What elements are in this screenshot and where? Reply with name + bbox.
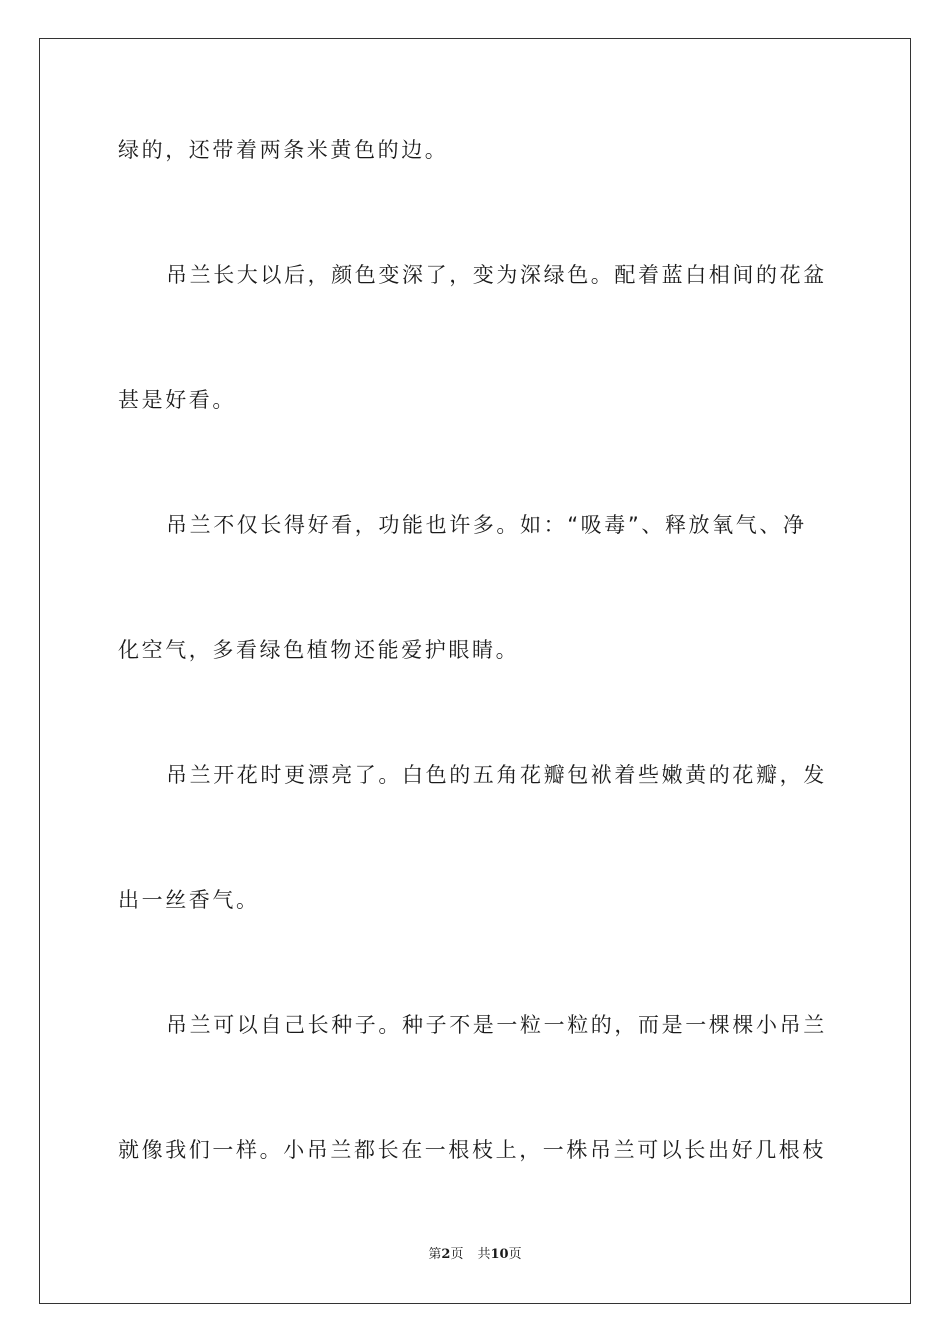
text-line-7: 出一丝香气。: [118, 888, 260, 912]
total-label-prefix: 共: [477, 1247, 491, 1262]
text-line-5: 化空气，多看绿色植物还能爱护眼睛。: [118, 638, 520, 662]
page-footer: [0, 1246, 950, 1264]
page-number: 2: [441, 1247, 451, 1262]
text-line-1: 绿的，还带着两条米黄色的边。: [118, 138, 449, 162]
text-line-2: 吊兰长大以后，颜色变深了，变为深绿色。配着蓝白相间的花盆: [166, 263, 827, 287]
total-pages: 10: [490, 1247, 509, 1262]
text-line-6: 吊兰开花时更漂亮了。白色的五角花瓣包袱着些嫩黄的花瓣，发: [166, 763, 827, 787]
page-border: [39, 38, 911, 1304]
text-line-8: 吊兰可以自己长种子。种子不是一粒一粒的，而是一棵棵小吊兰: [166, 1013, 827, 1037]
page-label-prefix: 第: [428, 1247, 442, 1262]
total-label-suffix: 页: [508, 1247, 522, 1262]
text-line-4: 吊兰不仅长得好看，功能也许多。如：“吸毒”、释放氧气、净: [166, 513, 807, 537]
text-line-3: 甚是好看。: [118, 388, 236, 412]
page-label-suffix: 页: [450, 1247, 464, 1262]
text-line-9: 就像我们一样。小吊兰都长在一根枝上，一株吊兰可以长出好几根枝: [118, 1138, 826, 1162]
